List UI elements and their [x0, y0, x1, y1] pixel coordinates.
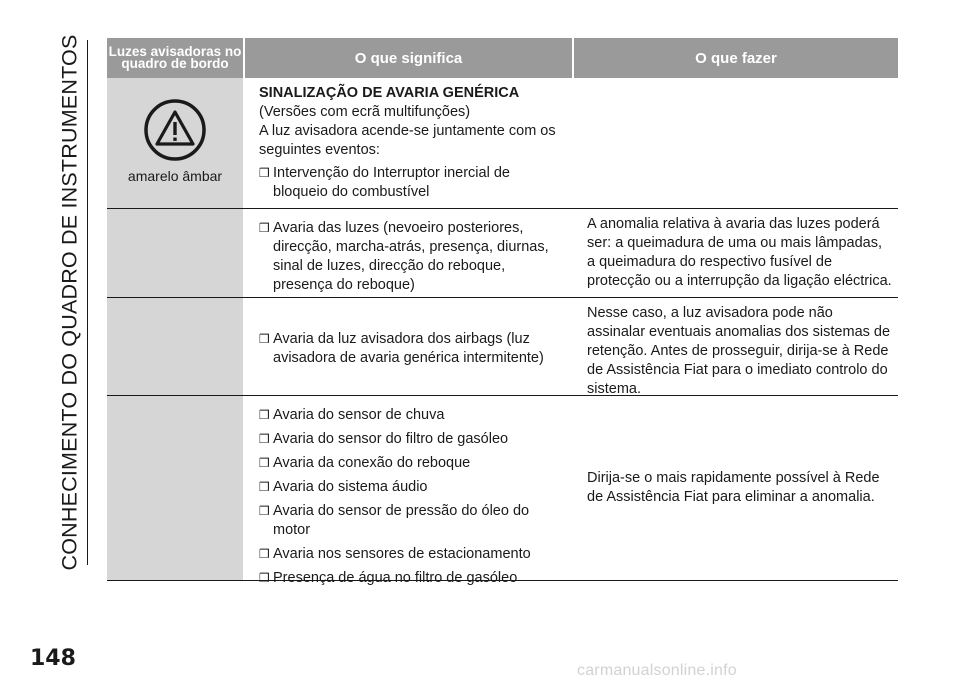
meaning-cell [243, 298, 572, 395]
meaning-cell [243, 209, 572, 297]
table-row [107, 208, 898, 298]
warning-title: SINALIZAÇÃO DE AVARIA GENÉRICA [259, 85, 520, 101]
section-side-title [52, 34, 88, 571]
action-cell [572, 396, 898, 580]
header-meaning: O que significa [354, 49, 463, 67]
list-item: ❒ Presença de água no filtro de gasóleo [259, 569, 566, 588]
icon-color-label: amarelo âmbar [127, 168, 223, 184]
list-item: ❒ Avaria do sistema áudio [259, 478, 566, 497]
list-item: ❒ Avaria do sensor do filtro de gasóleo [259, 430, 566, 449]
action-cell: Nesse caso, a luz avisadora pode não assinalar eventuais anomalias dos sistemas de retenção. Antes de prosseguir, dirija-se à Rede de Assistência Fiat para o imediato controlo do sistema. [587, 305, 891, 397]
header-action: O que fazer [695, 49, 777, 67]
icon-cell [107, 78, 243, 208]
icon-cell [107, 298, 243, 395]
warning-triangle-icon [143, 98, 207, 162]
list-item: ❒ Intervenção do Interruptor inercial de bloqueio do combustível [259, 164, 566, 202]
action-cell: A anomalia relativa à avaria das luzes poderá ser: a queimadura de uma ou mais lâmpadas, a queimadura do respectivo fusível de protecção ou a interrupção da ligação eléctrica. [587, 216, 892, 289]
icon-cell [107, 209, 243, 297]
list-item: ❒ Avaria das luzes (nevoeiro posteriores, direcção, marcha-atrás, presença, diurnas, sinal de luzes, direcção do reboque, presença do reboque) [259, 219, 566, 295]
meaning-cell [243, 78, 572, 208]
side-divider [87, 40, 88, 565]
table-header [107, 38, 898, 78]
list-item: ❒ Avaria do sensor de pressão do óleo do motor [259, 502, 566, 540]
list-item: ❒ Avaria da conexão do reboque [259, 454, 566, 473]
icon-cell [107, 396, 243, 580]
meaning-text: (Versões com ecrã multifunções) [259, 104, 471, 120]
section-title-text: CONHECIMENTO DO QUADRO DE INSTRUMENTOS [57, 34, 82, 571]
table-row [107, 396, 898, 586]
list-item: ❒ Avaria do sensor de chuva [259, 406, 566, 425]
table-row [107, 78, 898, 208]
page-number: 148 [30, 646, 76, 671]
meaning-text: A luz avisadora acende-se juntamente com os seguintes eventos: [259, 123, 556, 158]
action-cell [572, 78, 898, 208]
watermark: carmanualsonline.info [577, 662, 737, 679]
header-warning-lights: Luzes avisadoras no quadro de bordo [108, 43, 242, 71]
table-row [107, 298, 898, 396]
meaning-cell [243, 396, 572, 586]
list-item: ❒ Avaria nos sensores de estacionamento [259, 545, 566, 564]
list-item: ❒ Avaria da luz avisadora dos airbags (luz avisadora de avaria genérica intermitente) [259, 330, 566, 368]
action-text: Dirija-se o mais rapidamente possível à Rede de Assistência Fiat para eliminar a anomalia. [587, 470, 880, 505]
warning-lights-table [107, 38, 898, 586]
